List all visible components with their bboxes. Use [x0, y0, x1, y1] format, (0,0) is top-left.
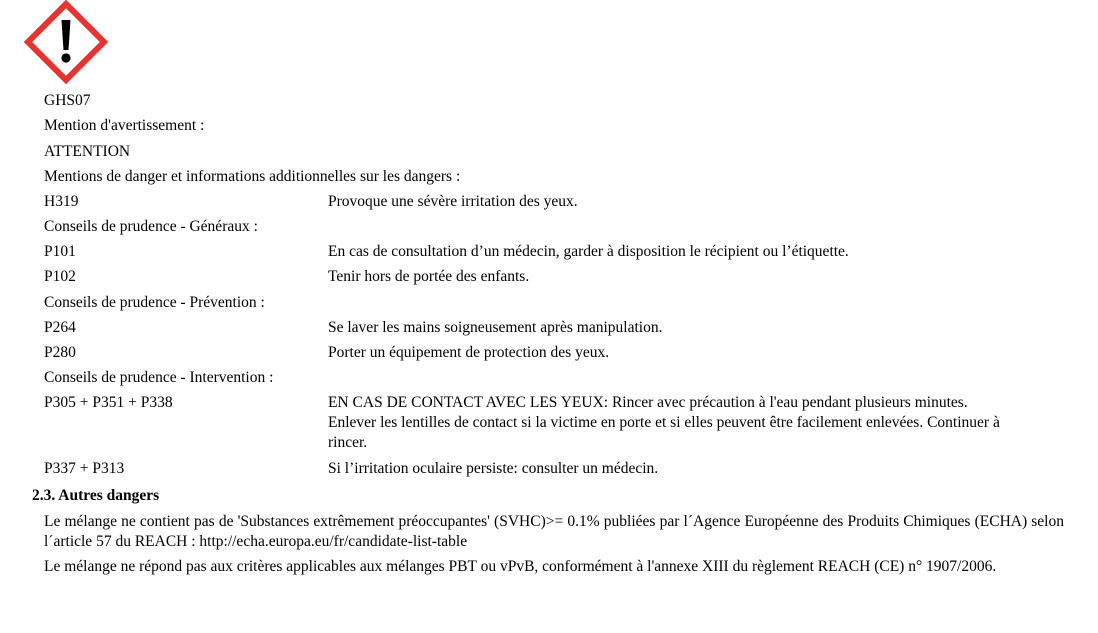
- signal-word-label: Mention d'avertissement :: [44, 117, 205, 134]
- hazard-info-label: Mentions de danger et informations additionnelles sur les dangers :: [44, 168, 461, 185]
- statement-text: Porter un équipement de protection des yeux.: [328, 344, 610, 361]
- statement-code: P280: [44, 344, 76, 361]
- statement-code: P337 + P313: [44, 460, 125, 477]
- statement-code: P102: [44, 268, 76, 285]
- precautionary-intervention-label: Conseils de prudence - Intervention :: [44, 369, 274, 386]
- other-hazards-paragraph: Le mélange ne répond pas aux critères applicables aux mélanges PBT ou vPvB, conformément à l'annexe XIII du règlement REACH (CE) n° 1907/2006.: [44, 558, 997, 575]
- signal-word: ATTENTION: [44, 143, 131, 160]
- pictogram-code: GHS07: [44, 92, 91, 109]
- precautionary-general-label: Conseils de prudence - Généraux :: [44, 218, 258, 235]
- statement-code: P264: [44, 319, 76, 336]
- statement-text: En cas de consultation d’un médecin, garder à disposition le récipient ou l’étiquette.: [328, 243, 849, 260]
- statement-text: Tenir hors de portée des enfants.: [328, 268, 530, 285]
- statement-text: Si l’irritation oculaire persiste: consulter un médecin.: [328, 460, 659, 477]
- statement-text: Se laver les mains soigneusement après manipulation.: [328, 319, 663, 336]
- statement-text: EN CAS DE CONTACT AVEC LES YEUX: Rincer avec précaution à l'eau pendant plusieurs minutes. Enlever les lentilles de contact si la victime en porte et si elles peuvent être facilement enlevées. Continuer à rincer.: [328, 394, 1000, 451]
- exclamation-mark-pictogram-icon: [24, 0, 108, 84]
- statement-code: P305 + P351 + P338: [44, 394, 173, 411]
- precautionary-prevention-label: Conseils de prudence - Prévention :: [44, 294, 265, 311]
- statement-code: H319: [44, 193, 79, 210]
- statement-text: Provoque une sévère irritation des yeux.: [328, 193, 578, 210]
- statement-code: P101: [44, 243, 76, 260]
- section-heading: 2.3. Autres dangers: [32, 487, 160, 504]
- other-hazards-paragraph: Le mélange ne contient pas de 'Substances extrêmement préoccupantes' (SVHC)>= 0.1% publiées par l´Agence Européenne des Produits Chimiques (ECHA) selon l´article 57 du REACH : http://echa.europa.eu/fr/candidate-list-table: [44, 513, 1064, 550]
